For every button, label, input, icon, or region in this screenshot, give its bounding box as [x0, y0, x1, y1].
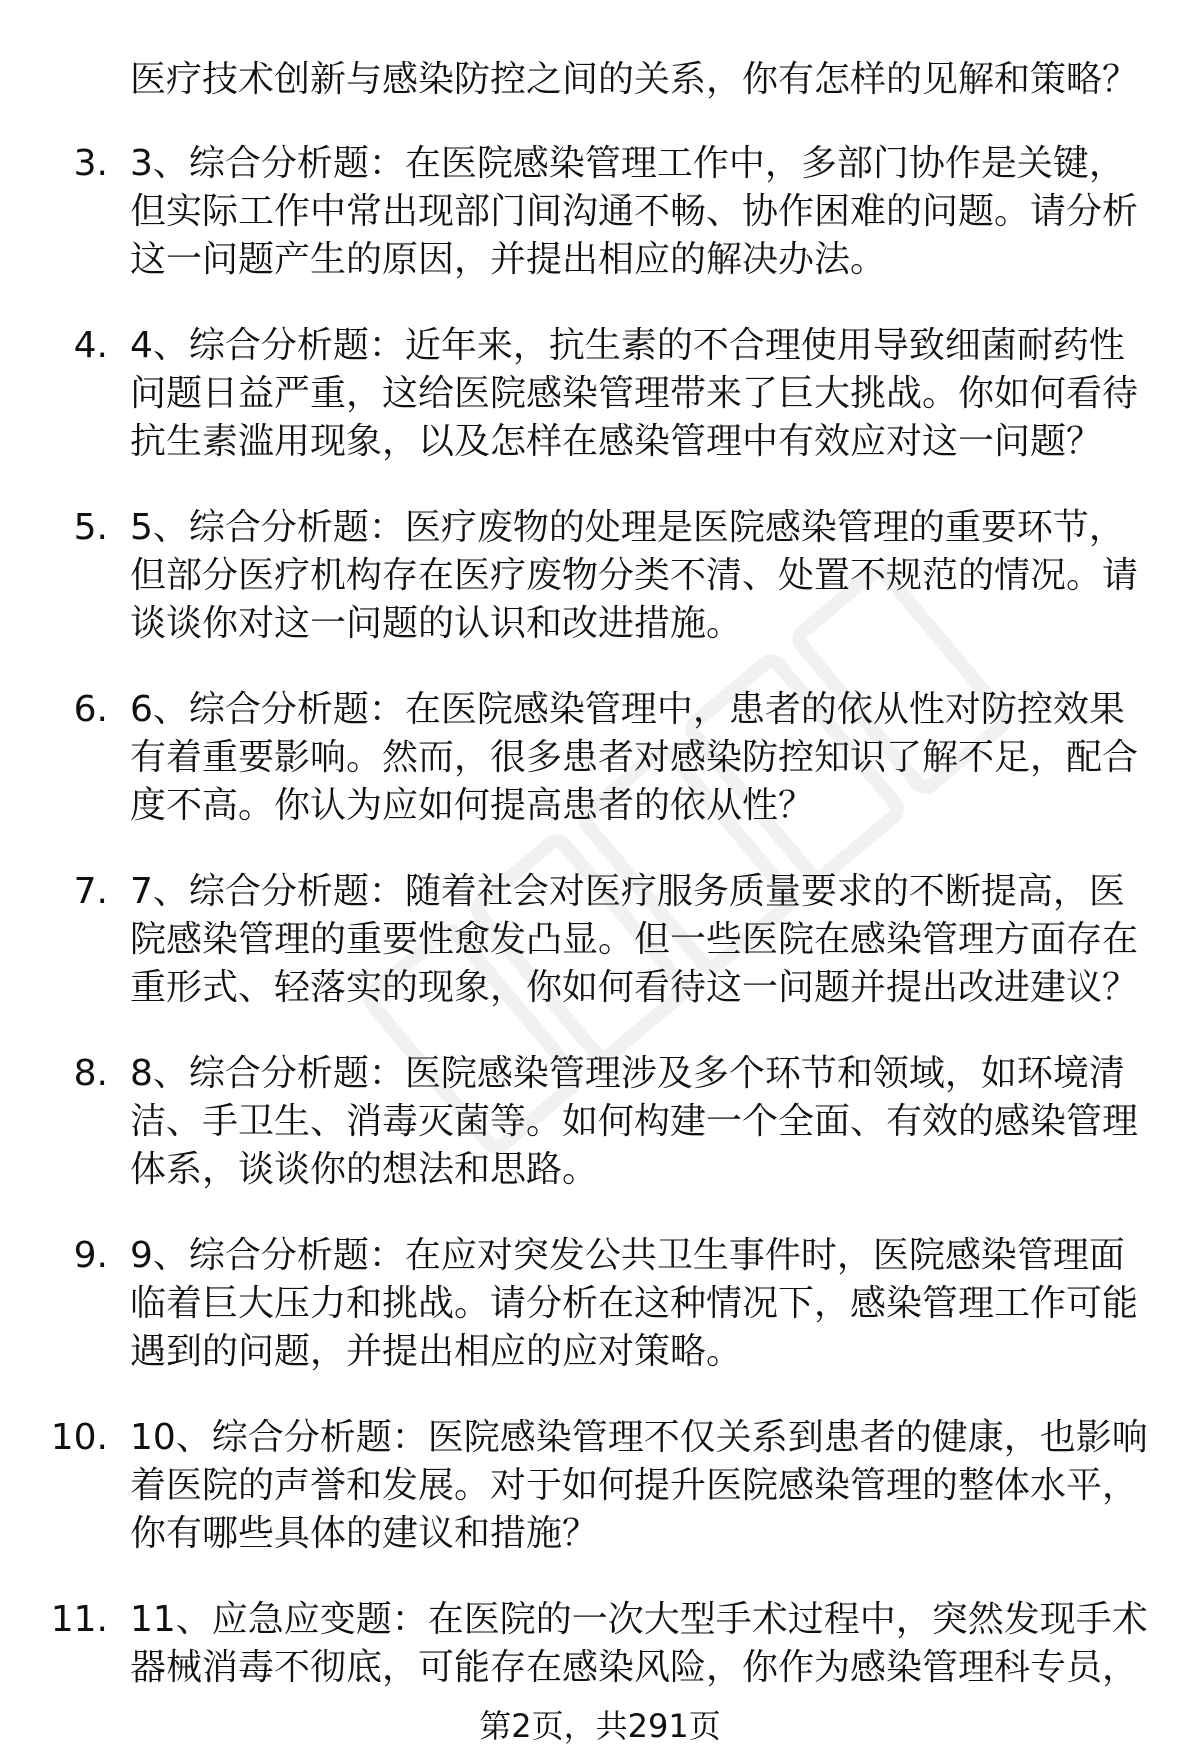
question-text: 3、综合分析题：在医院感染管理工作中，多部门协作是关键，但实际工作中常出现部门间沟通不畅、协作困难的问题。请分析这一问题产生的原因，并提出相应的解决办法。: [130, 143, 1139, 280]
question-text: 11、应急应变题：在医院的一次大型手术过程中，突然发现手术器械消毒不彻底，可能存在感染风险，你作为感染管理科专员，: [130, 1599, 1148, 1688]
question-number: 4.: [73, 325, 108, 366]
question-text: 8、综合分析题：医院感染管理涉及多个环节和领域，如环境清洁、手卫生、消毒灭菌等。如何构建一个全面、有效的感染管理体系，谈谈你的想法和思路。: [130, 1053, 1139, 1190]
question-item: [0, 1232, 1200, 1376]
question-text: 6、综合分析题：在医院感染管理中，患者的依从性对防控效果有着重要影响。然而，很多患者对感染防控知识了解不足，配合度不高。你认为应如何提高患者的依从性？: [130, 689, 1139, 826]
question-number: 3.: [73, 143, 108, 184]
question-text: 7、综合分析题：随着社会对医疗服务质量要求的不断提高，医院感染管理的重要性愈发凸显。但一些医院在感染管理方面存在重形式、轻落实的现象，你如何看待这一问题并提出改进建议？: [130, 871, 1139, 1008]
question-text: 4、综合分析题：近年来，抗生素的不合理使用导致细菌耐药性问题日益严重，这给医院感染管理带来了巨大挑战。你如何看待抗生素滥用现象，以及怎样在感染管理中有效应对这一问题？: [130, 325, 1139, 462]
question-text: 5、综合分析题：医疗废物的处理是医院感染管理的重要环节，但部分医疗机构存在医疗废物分类不清、处置不规范的情况。请谈谈你对这一问题的认识和改进措施。: [130, 507, 1139, 644]
question-item: [0, 1050, 1200, 1194]
question-item: [0, 1596, 1200, 1692]
question-list: [0, 140, 1200, 1730]
question-text: 10、综合分析题：医院感染管理不仅关系到患者的健康，也影响着医院的声誉和发展。对于如何提升医院感染管理的整体水平，你有哪些具体的建议和措施？: [130, 1417, 1148, 1554]
question-item: [0, 868, 1200, 1012]
question-item: [0, 140, 1200, 284]
question-number: 9.: [73, 1235, 108, 1276]
question-number: 7.: [73, 871, 108, 912]
question-item: [0, 1414, 1200, 1558]
question-number: 6.: [73, 689, 108, 730]
question-text: 9、综合分析题：在应对突发公共卫生事件时，医院感染管理面临着巨大压力和挑战。请分析在这种情况下，感染管理工作可能遇到的问题，并提出相应的应对策略。: [130, 1235, 1139, 1372]
question-number: 11.: [50, 1599, 108, 1640]
question-number: 8.: [73, 1053, 108, 1094]
question-number: 5.: [73, 507, 108, 548]
question-number: 10.: [50, 1417, 108, 1458]
page-footer: 第2页，共291页: [479, 1707, 721, 1745]
question-item: [0, 322, 1200, 466]
intro-line: 医疗技术创新与感染防控之间的关系，你有怎样的见解和策略？: [130, 59, 1139, 100]
question-item: [0, 686, 1200, 830]
question-item: [0, 504, 1200, 648]
